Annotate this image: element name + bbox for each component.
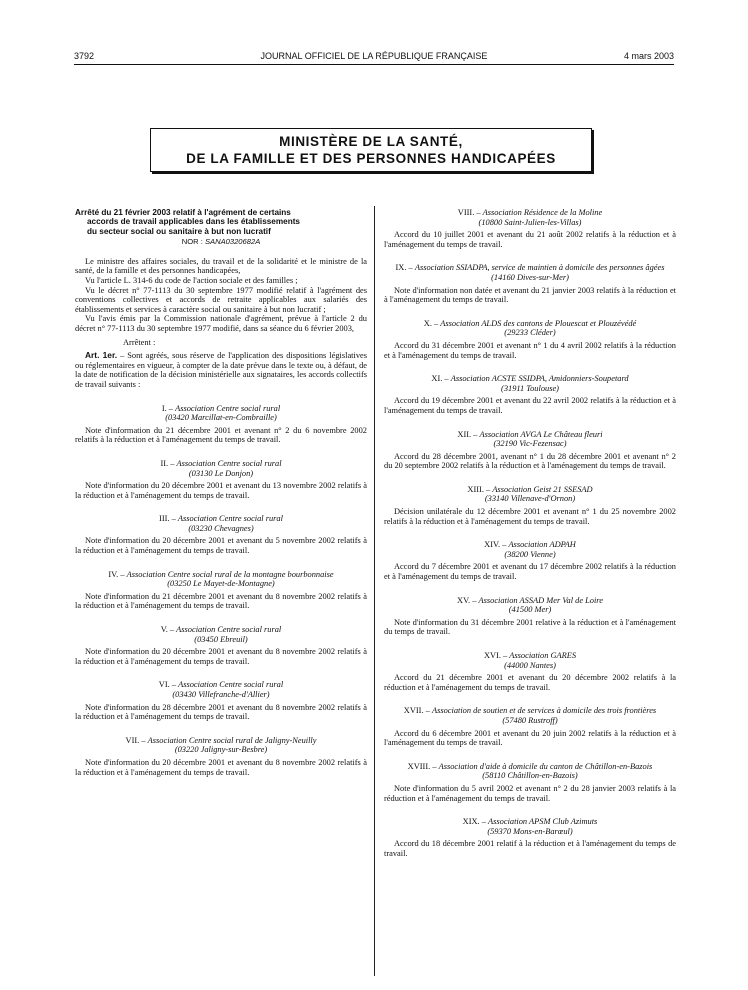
association-heading (384, 817, 676, 836)
association-number: XI. – (431, 374, 451, 384)
association-address: (59370 Mons-en-Barœul) (487, 826, 573, 836)
association-address: (03130 Le Donjon) (188, 468, 254, 478)
association-entry (384, 651, 676, 692)
association-text: Accord du 31 décembre 2001 et avenant n° 1 du 4 avril 2002 relatifs à la réduction et à l'aménagement du temps de travail. (384, 340, 676, 360)
association-entry (384, 596, 676, 637)
association-text: Note d'information du 28 décembre 2001 et avenant du 8 novembre 2002 relatifs à la réduction et à l'aménagement du temps de travail. (75, 702, 367, 722)
issue-date: 4 mars 2003 (623, 51, 674, 61)
association-text: Accord du 19 décembre 2001 et avenant du 22 avril 2002 relatifs à la réduction et à l'aménagement du temps de travail. (384, 396, 676, 415)
association-heading (75, 404, 367, 423)
right-column (384, 208, 676, 859)
association-address: (10800 Saint-Julien-les-Villas) (478, 217, 582, 227)
association-text: Note d'information du 20 décembre 2001 et avenant du 13 novembre 2002 relatifs à la réduction et à l'aménagement du temps de travail. (75, 481, 367, 500)
association-entry (384, 762, 676, 803)
association-number: XVII. – (403, 706, 432, 716)
association-entry (384, 540, 676, 581)
association-name: Association Résidence de la Moline (482, 208, 603, 217)
association-heading (75, 625, 367, 644)
association-number: XVIII. – (407, 761, 439, 771)
association-number: VII. – (125, 735, 148, 745)
association-address: (31911 Toulouse) (501, 383, 559, 393)
association-number: XII. – (457, 429, 480, 439)
arretent: Arrêtent : (123, 337, 156, 347)
association-name: Association ALDS des cantons de Plouescat et Plouzévédé (440, 318, 637, 328)
association-text: Décision unilatérale du 12 décembre 2001 et avenant n° 1 du 25 novembre 2002 relatifs à la réduction et à l'aménagement du temps de travail. (384, 507, 676, 526)
association-text: Note d'information du 20 décembre 2001 et avenant du 8 novembre 2002 relatifs à la réduction et à l'aménagement du temps de travail. (75, 757, 367, 777)
association-name: Association AVGA Le Château fleuri (479, 429, 603, 439)
article-1-text: – Sont agréés, sous réserve de l'application des dispositions législatives ou réglementaires en vigueur, à compter de la date prévue dans le texte ou, à défaut, de la date de notification de la décision ministérielle aux signataires, les accords collectifs de travail suivants : (75, 351, 367, 389)
association-heading (384, 596, 676, 615)
association-address: (14160 Dives-sur-Mer) (491, 272, 569, 282)
association-entry (75, 459, 367, 500)
association-text: Note d'information du 21 décembre 2001 et avenant n° 2 du 6 novembre 2002 relatifs à la réduction et à l'aménagement du temps de travail. (75, 425, 367, 445)
association-number: IX. – (395, 263, 415, 273)
ministry-line-1: MINISTÈRE DE LA SANTÉ, (279, 134, 463, 149)
association-name: Association Centre social rural de la montagne bourbonnaise (126, 569, 334, 579)
ministry-box (150, 128, 592, 172)
association-name: Association Centre social rural (175, 403, 281, 413)
association-number: III. – (159, 514, 178, 524)
association-heading (384, 208, 676, 227)
nor-code: SANA0320682A (204, 237, 261, 247)
nor-reference (75, 237, 367, 247)
association-heading (384, 706, 676, 725)
association-entry (75, 736, 367, 777)
association-heading (75, 680, 367, 699)
association-address: (32190 Vic-Fezensac) (493, 439, 567, 449)
association-number: XV. – (457, 595, 479, 605)
association-text: Accord du 6 décembre 2001 et avenant du 20 juin 2002 relatifs à la réduction et à l'aménagement du temps de travail. (384, 728, 676, 748)
preamble-paragraph: Vu l'avis émis par la Commission nationale d'agrément, prévue à l'article 2 du décret n° 77-1113 du 30 septembre 1977 modifié, dans sa séance du 6 février 2003, (75, 314, 367, 333)
association-number: X. – (423, 318, 441, 328)
association-entry (384, 817, 676, 858)
association-text: Note d'information du 20 décembre 2001 et avenant du 5 novembre 2002 relatifs à la réduction et à l'aménagement du temps de travail. (75, 536, 367, 556)
association-address: (03420 Marcillat-en-Combraille) (165, 413, 277, 423)
left-entries (75, 404, 367, 778)
association-heading (384, 651, 676, 670)
association-number: V. – (160, 625, 177, 635)
association-entry (75, 514, 367, 555)
nor-label: NOR : (181, 237, 203, 247)
article-1 (75, 351, 367, 389)
association-address: (44000 Nantes) (504, 660, 556, 670)
association-entry (384, 485, 676, 526)
association-entry (75, 625, 367, 666)
association-entry (384, 430, 676, 471)
association-address: (03230 Chevagnes) (188, 523, 254, 533)
association-number: VIII. – (457, 208, 483, 217)
association-number: IV. – (108, 569, 127, 579)
association-name: Association Centre social rural (178, 680, 284, 690)
association-number: II. – (160, 458, 177, 468)
left-column (75, 208, 367, 777)
association-name: Association ASSAD Mer Val de Loire (478, 595, 603, 605)
association-heading (384, 485, 676, 504)
association-address: (41500 Mer) (508, 605, 552, 615)
association-number: VI. – (158, 680, 179, 690)
association-heading (384, 374, 676, 393)
association-number: XIV. – (484, 540, 509, 550)
association-entry (75, 570, 367, 611)
decree-title-line-2: accords de travail applicables dans les établissements (87, 217, 300, 227)
association-address: (03450 Ebreuil) (194, 634, 248, 644)
association-number: XVI. – (483, 651, 510, 660)
association-address: (38200 Vienne) (504, 549, 556, 559)
association-name: Association de soutien et de services à domicile des trois frontières (431, 706, 657, 716)
association-text: Accord du 18 décembre 2001 relatif à la réduction et à l'aménagement du temps de travail. (384, 839, 676, 858)
association-text: Accord du 7 décembre 2001 et avenant du 17 décembre 2002 relatifs à la réduction et à l'aménagement du temps de travail. (384, 562, 676, 582)
decree-title-line-3: du secteur social ou sanitaire à but non lucratif (87, 226, 271, 236)
association-entry (75, 680, 367, 721)
decree-title-line-1: Arrêté du 21 février 2003 relatif à l'agrément de certains (75, 208, 291, 217)
association-heading (75, 570, 367, 589)
association-address: (03430 Villefranche-d'Allier) (172, 690, 270, 699)
association-address: (29233 Cléder) (504, 328, 556, 338)
association-address: (03220 Jaligny-sur-Besbre) (174, 745, 268, 755)
association-text: Accord du 10 juillet 2001 et avenant du 21 août 2002 relatifs à la réduction et à l'aménagement du temps de travail. (384, 230, 676, 249)
association-text: Note d'information non datée et avenant du 21 janvier 2003 relatifs à la réduction et à l'aménagement du temps de travail. (384, 285, 676, 305)
page-number: 3792 (74, 51, 95, 61)
column-separator (374, 206, 375, 976)
association-address: (03250 Le Mayet-de-Montagne) (167, 579, 275, 589)
journal-title: JOURNAL OFFICIEL DE LA RÉPUBLIQUE FRANÇAISE (260, 51, 488, 61)
association-text: Note d'information du 20 décembre 2001 et avenant du 8 novembre 2002 relatifs à la réduction et à l'aménagement du temps de travail. (75, 647, 367, 666)
association-name: Association Centre social rural (176, 625, 282, 635)
association-name: Association Centre social rural (177, 514, 283, 524)
association-name: Association ACSTE SSIDPA, Amidonniers-Soupetard (450, 374, 629, 384)
association-text: Accord du 21 décembre 2001 et avenant du 20 décembre 2002 relatifs à la réduction et à l'aménagement du temps de travail. (384, 673, 676, 692)
association-heading (75, 514, 367, 533)
association-heading (384, 319, 676, 338)
preamble-paragraph: Vu le décret n° 77-1113 du 30 septembre 1977 modifié relatif à l'agrément des conventions collectives et accords de retraite applicables aux salariés des établissements et services à caractère social ou sanitaire à but non lucratif ; (75, 285, 367, 314)
article-1-label: Art. 1er. (85, 350, 118, 361)
association-heading (384, 430, 676, 449)
right-entries (384, 208, 676, 859)
association-name: Association Centre social rural de Jaligny-Neuilly (147, 735, 317, 745)
association-number: I. – (161, 403, 176, 413)
association-text: Note d'information du 31 décembre 2001 relative à la réduction et à l'aménagement du temps de travail. (384, 617, 676, 637)
association-name: Association d'aide à domicile du canton de Châtillon-en-Bazois (438, 761, 653, 771)
association-text: Accord du 28 décembre 2001, avenant n° 1 du 28 décembre 2001 et avenant n° 2 du 20 septembre 2002 relatifs à la réduction et à l'aménagement du temps de travail. (384, 451, 676, 471)
association-entry (384, 208, 676, 249)
association-name: Association GARES (509, 651, 577, 660)
association-name: Association SSIADPA, service de maintien à domicile des personnes âgées (414, 263, 665, 273)
association-address: (58110 Châtillon-en-Bazois) (482, 771, 578, 781)
association-entry (384, 319, 676, 360)
association-text: Note d'information du 5 avril 2002 et avenant n° 2 du 28 janvier 2003 relatifs à la réduction et à l'aménagement du temps de travail. (384, 783, 676, 803)
association-entry (384, 263, 676, 304)
preamble-paragraph: Le ministre des affaires sociales, du travail et de la solidarité et le ministre de la santé, de la famille et des personnes handicapées, (75, 256, 367, 276)
ministry-line-2: DE LA FAMILLE ET DES PERSONNES HANDICAPÉES (186, 151, 556, 166)
association-number: XIX. – (462, 817, 489, 827)
association-entry (384, 374, 676, 415)
association-entry (384, 706, 676, 747)
association-name: Association APSM Club Azimuts (488, 817, 598, 827)
association-text: Note d'information du 21 décembre 2001 et avenant du 8 novembre 2002 relatifs à la réduction et à l'aménagement du temps de travail. (75, 591, 367, 611)
association-address: (57480 Rustroff) (502, 715, 558, 725)
association-name: Association Centre social rural (176, 458, 282, 468)
association-name: Association Geist 21 SSESAD (492, 484, 593, 494)
association-entry (75, 404, 367, 445)
decree-title (75, 208, 367, 236)
association-heading (384, 540, 676, 559)
association-number: XIII. – (467, 484, 493, 494)
association-heading (75, 459, 367, 478)
association-heading (384, 263, 676, 282)
association-address: (33140 Villenave-d'Ornon) (484, 494, 576, 504)
association-name: Association ADPAH (508, 540, 576, 550)
header-rule (74, 64, 674, 65)
preamble-paragraph: Vu l'article L. 314-6 du code de l'action sociale et des familles ; (85, 276, 298, 285)
association-heading (384, 762, 676, 781)
association-heading (75, 736, 367, 755)
